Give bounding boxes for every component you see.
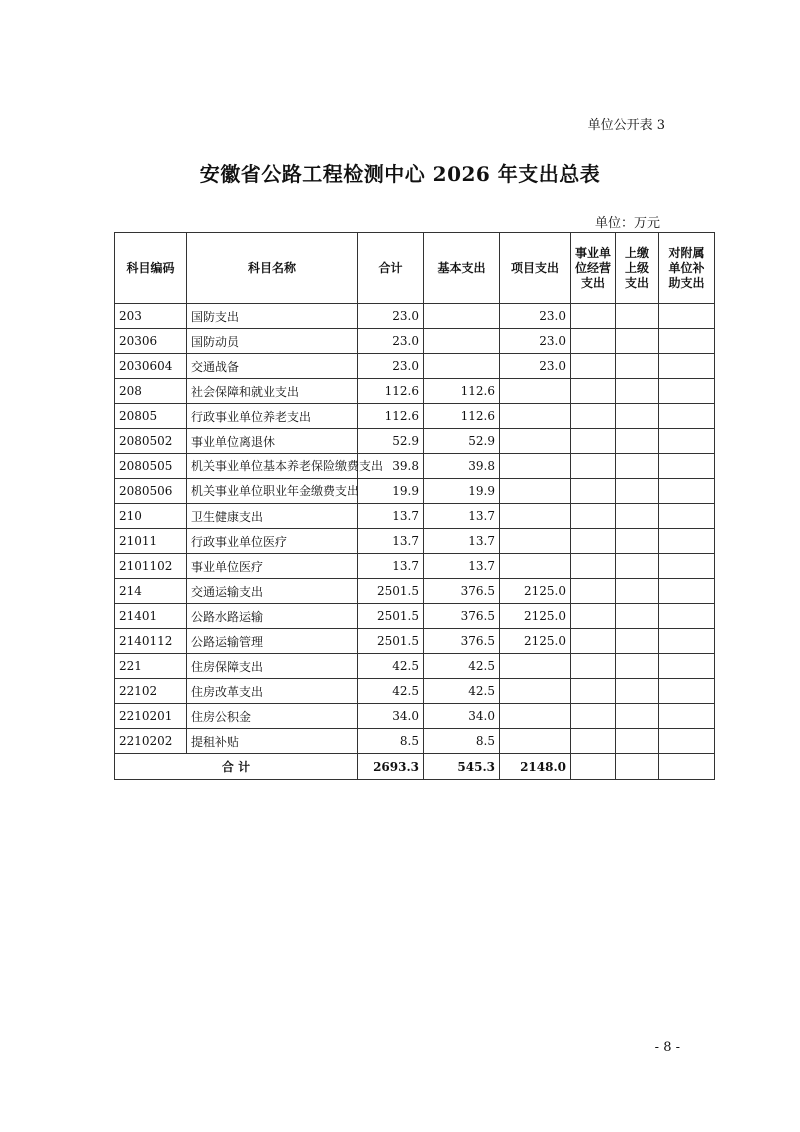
row-basic: 34.0 <box>424 704 500 729</box>
row-code: 221 <box>115 654 187 679</box>
row-project <box>500 654 571 679</box>
row-subsidiary <box>659 354 715 379</box>
table-row <box>115 379 715 404</box>
row-basic <box>424 354 500 379</box>
row-name: 机关事业单位职业年金缴费支出 <box>187 479 358 504</box>
row-subsidiary <box>659 429 715 454</box>
row-business <box>571 329 616 354</box>
row-name: 国防动员 <box>187 329 358 354</box>
row-upper <box>616 554 659 579</box>
total-subsidiary <box>659 754 715 780</box>
row-total: 23.0 <box>358 354 424 379</box>
row-business <box>571 629 616 654</box>
table-row <box>115 354 715 379</box>
row-business <box>571 404 616 429</box>
row-project: 23.0 <box>500 304 571 329</box>
row-business <box>571 529 616 554</box>
table-row <box>115 604 715 629</box>
row-upper <box>616 429 659 454</box>
row-code: 2080506 <box>115 479 187 504</box>
row-code: 2140112 <box>115 629 187 654</box>
header-code: 科目编码 <box>115 233 187 304</box>
row-name: 交通战备 <box>187 354 358 379</box>
row-basic: 376.5 <box>424 604 500 629</box>
row-subsidiary <box>659 679 715 704</box>
row-total: 19.9 <box>358 479 424 504</box>
row-basic: 42.5 <box>424 654 500 679</box>
row-basic: 19.9 <box>424 479 500 504</box>
row-code: 21011 <box>115 529 187 554</box>
row-subsidiary <box>659 729 715 754</box>
table-row <box>115 529 715 554</box>
table-row <box>115 654 715 679</box>
row-business <box>571 479 616 504</box>
page-number: - 8 - <box>654 1040 680 1055</box>
header-business: 事业单位经营支出 <box>571 233 616 304</box>
row-business <box>571 729 616 754</box>
table-row <box>115 454 715 479</box>
row-total: 112.6 <box>358 404 424 429</box>
page-title: 安徽省公路工程检测中心 2026 年支出总表 <box>199 162 601 186</box>
row-project <box>500 679 571 704</box>
row-subsidiary <box>659 404 715 429</box>
row-code: 2080502 <box>115 429 187 454</box>
row-total: 2501.5 <box>358 579 424 604</box>
row-upper <box>616 654 659 679</box>
row-code: 2030604 <box>115 354 187 379</box>
row-code: 203 <box>115 304 187 329</box>
table-row <box>115 329 715 354</box>
row-business <box>571 579 616 604</box>
row-upper <box>616 454 659 479</box>
row-project <box>500 454 571 479</box>
table-row <box>115 554 715 579</box>
row-project <box>500 554 571 579</box>
row-basic: 112.6 <box>424 404 500 429</box>
header-row <box>115 233 715 304</box>
row-total: 13.7 <box>358 504 424 529</box>
row-basic: 376.5 <box>424 579 500 604</box>
row-basic: 13.7 <box>424 504 500 529</box>
unit-label: 单位：万元 <box>594 216 660 231</box>
total-sum: 2693.3 <box>358 754 424 780</box>
row-project: 23.0 <box>500 329 571 354</box>
row-name: 机关事业单位基本养老保险缴费支出 <box>187 454 358 479</box>
row-subsidiary <box>659 704 715 729</box>
row-name: 交通运输支出 <box>187 579 358 604</box>
row-total: 52.9 <box>358 429 424 454</box>
row-code: 2210202 <box>115 729 187 754</box>
row-upper <box>616 579 659 604</box>
row-project <box>500 379 571 404</box>
row-upper <box>616 504 659 529</box>
row-name: 事业单位离退休 <box>187 429 358 454</box>
row-basic: 39.8 <box>424 454 500 479</box>
header-total: 合计 <box>358 233 424 304</box>
row-upper <box>616 479 659 504</box>
row-code: 22102 <box>115 679 187 704</box>
row-subsidiary <box>659 529 715 554</box>
row-project: 23.0 <box>500 354 571 379</box>
row-subsidiary <box>659 454 715 479</box>
row-subsidiary <box>659 329 715 354</box>
table-row <box>115 429 715 454</box>
total-row <box>115 754 715 780</box>
row-upper <box>616 529 659 554</box>
row-subsidiary <box>659 304 715 329</box>
row-name: 国防支出 <box>187 304 358 329</box>
row-total: 112.6 <box>358 379 424 404</box>
row-code: 20306 <box>115 329 187 354</box>
row-upper <box>616 354 659 379</box>
row-business <box>571 554 616 579</box>
row-subsidiary <box>659 579 715 604</box>
row-name: 社会保障和就业支出 <box>187 379 358 404</box>
table-row <box>115 504 715 529</box>
row-subsidiary <box>659 654 715 679</box>
row-total: 2501.5 <box>358 629 424 654</box>
row-business <box>571 504 616 529</box>
row-name: 提租补贴 <box>187 729 358 754</box>
table-row <box>115 704 715 729</box>
row-subsidiary <box>659 504 715 529</box>
row-project <box>500 504 571 529</box>
row-basic: 112.6 <box>424 379 500 404</box>
row-total: 13.7 <box>358 554 424 579</box>
document-label: 单位公开表 3 <box>587 118 665 133</box>
row-project: 2125.0 <box>500 579 571 604</box>
row-total: 42.5 <box>358 679 424 704</box>
row-total: 42.5 <box>358 654 424 679</box>
row-code: 20805 <box>115 404 187 429</box>
row-basic: 42.5 <box>424 679 500 704</box>
total-project: 2148.0 <box>500 754 571 780</box>
row-name: 事业单位医疗 <box>187 554 358 579</box>
row-name: 住房改革支出 <box>187 679 358 704</box>
row-name: 行政事业单位医疗 <box>187 529 358 554</box>
row-subsidiary <box>659 604 715 629</box>
row-project <box>500 529 571 554</box>
row-code: 2101102 <box>115 554 187 579</box>
row-code: 2210201 <box>115 704 187 729</box>
row-code: 210 <box>115 504 187 529</box>
row-upper <box>616 679 659 704</box>
row-total: 39.8 <box>358 454 424 479</box>
row-upper <box>616 629 659 654</box>
table-row <box>115 404 715 429</box>
table-row <box>115 729 715 754</box>
row-business <box>571 429 616 454</box>
header-basic: 基本支出 <box>424 233 500 304</box>
row-name: 公路水路运输 <box>187 604 358 629</box>
row-subsidiary <box>659 629 715 654</box>
row-subsidiary <box>659 554 715 579</box>
row-total: 23.0 <box>358 329 424 354</box>
row-name: 卫生健康支出 <box>187 504 358 529</box>
row-upper <box>616 404 659 429</box>
table-row <box>115 629 715 654</box>
row-project <box>500 479 571 504</box>
row-basic: 13.7 <box>424 554 500 579</box>
row-name: 住房公积金 <box>187 704 358 729</box>
row-project: 2125.0 <box>500 629 571 654</box>
total-business <box>571 754 616 780</box>
header-project: 项目支出 <box>500 233 571 304</box>
row-upper <box>616 329 659 354</box>
row-business <box>571 604 616 629</box>
total-label: 合 计 <box>115 754 358 780</box>
row-code: 21401 <box>115 604 187 629</box>
total-basic: 545.3 <box>424 754 500 780</box>
row-upper <box>616 604 659 629</box>
row-basic: 8.5 <box>424 729 500 754</box>
row-business <box>571 304 616 329</box>
row-code: 208 <box>115 379 187 404</box>
row-name: 住房保障支出 <box>187 654 358 679</box>
table-row <box>115 479 715 504</box>
row-code: 214 <box>115 579 187 604</box>
row-total: 2501.5 <box>358 604 424 629</box>
row-subsidiary <box>659 379 715 404</box>
row-name: 行政事业单位养老支出 <box>187 404 358 429</box>
table-row <box>115 679 715 704</box>
row-total: 8.5 <box>358 729 424 754</box>
row-business <box>571 354 616 379</box>
row-total: 13.7 <box>358 529 424 554</box>
row-code: 2080505 <box>115 454 187 479</box>
row-project <box>500 429 571 454</box>
row-project: 2125.0 <box>500 604 571 629</box>
row-upper <box>616 729 659 754</box>
row-business <box>571 704 616 729</box>
table-body <box>115 304 715 754</box>
table-row <box>115 579 715 604</box>
row-upper <box>616 379 659 404</box>
expenditure-table <box>114 232 715 780</box>
row-subsidiary <box>659 479 715 504</box>
row-upper <box>616 304 659 329</box>
row-business <box>571 454 616 479</box>
row-project <box>500 404 571 429</box>
row-business <box>571 379 616 404</box>
row-project <box>500 729 571 754</box>
row-name: 公路运输管理 <box>187 629 358 654</box>
row-basic: 52.9 <box>424 429 500 454</box>
row-business <box>571 679 616 704</box>
row-business <box>571 654 616 679</box>
row-project <box>500 704 571 729</box>
header-subsidiary: 对附属单位补助支出 <box>659 233 715 304</box>
row-basic <box>424 329 500 354</box>
total-upper <box>616 754 659 780</box>
row-basic: 376.5 <box>424 629 500 654</box>
row-basic: 13.7 <box>424 529 500 554</box>
row-total: 23.0 <box>358 304 424 329</box>
header-upper: 上缴上级支出 <box>616 233 659 304</box>
row-total: 34.0 <box>358 704 424 729</box>
table-row <box>115 304 715 329</box>
row-basic <box>424 304 500 329</box>
row-upper <box>616 704 659 729</box>
header-name: 科目名称 <box>187 233 358 304</box>
